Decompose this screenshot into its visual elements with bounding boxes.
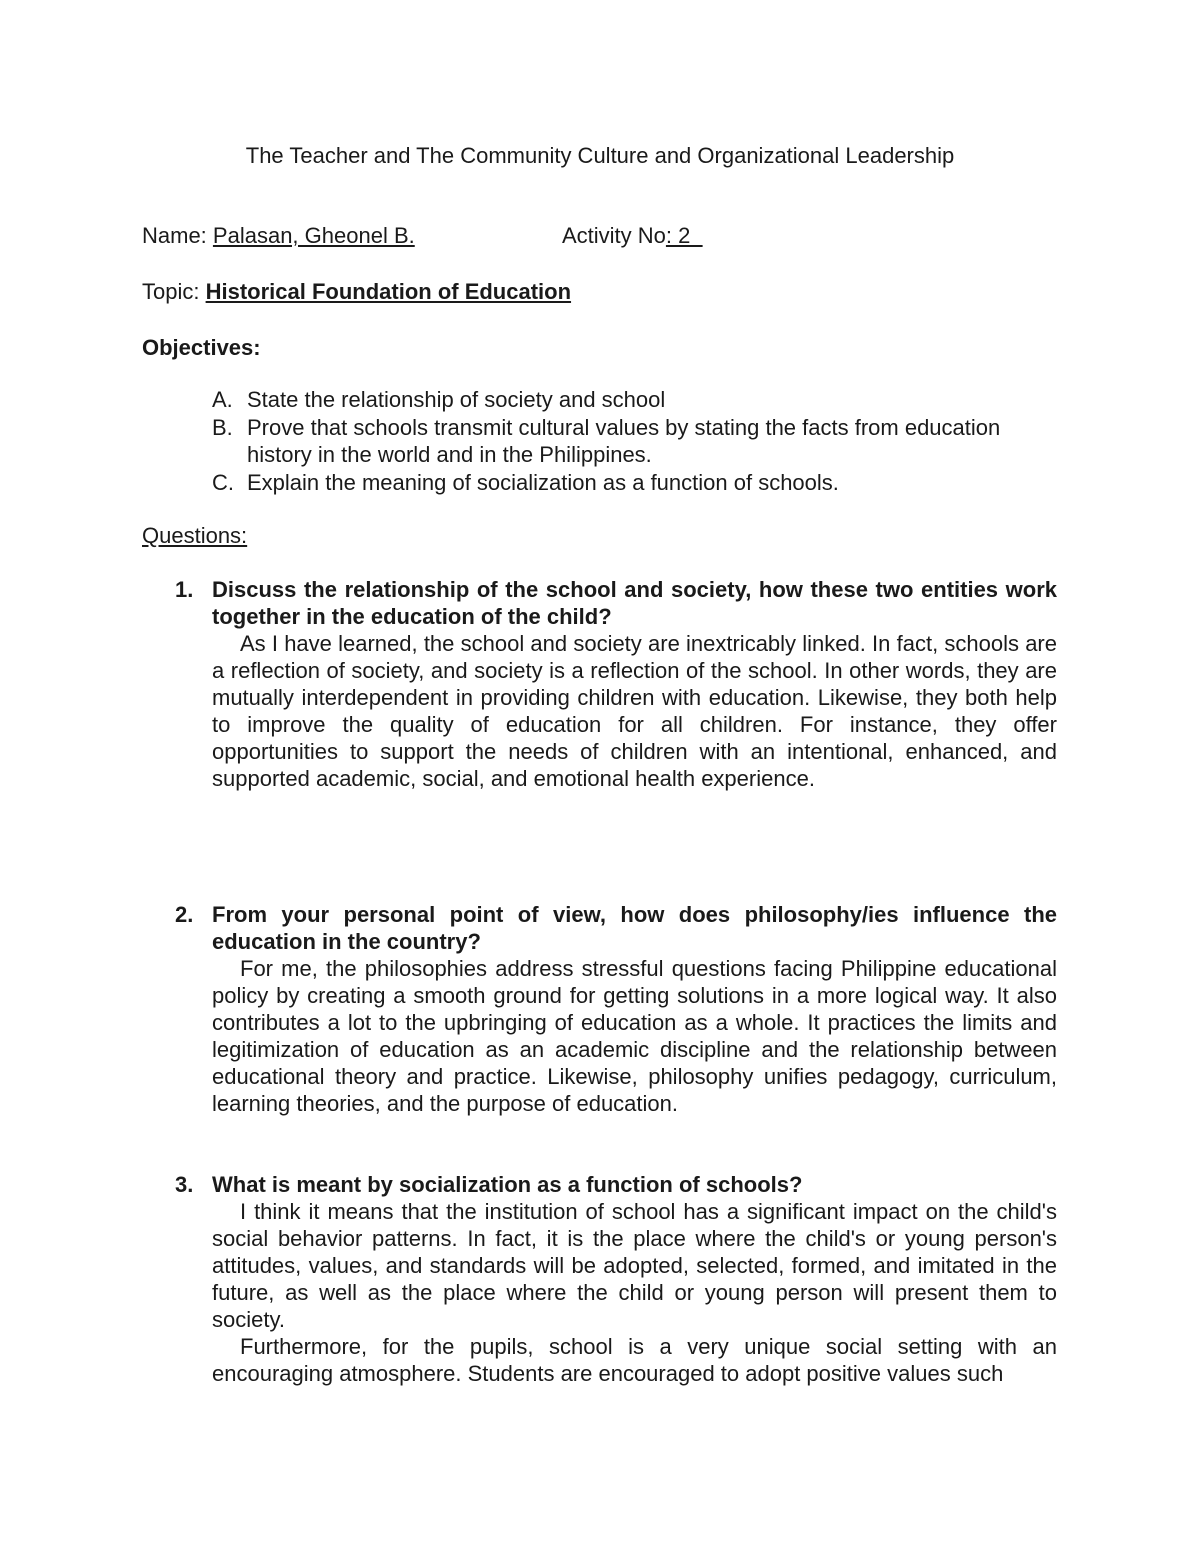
objective-letter: B. bbox=[212, 414, 233, 440]
objectives-list bbox=[212, 386, 1057, 496]
answer-paragraph: I think it means that the institution of school has a significant impact on the child's social behavior patterns. In fact, it is the place where the child's or young person's attitudes, values, and standards will be adopted, selected, formed, and imitated in the future, as well as the place where the child or young person will present them to society. bbox=[212, 1199, 1057, 1332]
answer-paragraph: For me, the philosophies address stressful questions facing Philippine educational policy by creating a smooth ground for getting solutions in a more logical way. It also contributes a lot to the upbringing of education as a whole. It practices the limits and legitimization of education as an academic discipline and the relationship between educational theory and practice. Likewise, philosophy unifies pedagogy, curriculum, learning theories, and the purpose of education. bbox=[212, 956, 1057, 1116]
answer-paragraph: As I have learned, the school and society are inextricably linked. In fact, schools are a reflection of society, and society is a reflection of the school. In other words, they are mutually interdependent in providing children with education. Likewise, they both help to improve the quality of education for all children. For instance, they offer opportunities to support the needs of children with an intentional, enhanced, and supported academic, social, and emotional health experience. bbox=[212, 631, 1057, 791]
question-text: From your personal point of view, how does philosophy/ies influence the education in the country? bbox=[212, 902, 1057, 954]
objective-text: Prove that schools transmit cultural values by stating the facts from education history in the world and in the Philippines. bbox=[247, 414, 1001, 467]
question-number: 1. bbox=[175, 577, 194, 602]
answer-paragraph: Furthermore, for the pupils, school is a very unique social setting with an encouraging atmosphere. Students are encouraged to adopt positive values such bbox=[212, 1334, 1057, 1386]
activity-label: Activity No bbox=[562, 223, 666, 248]
activity-line bbox=[562, 222, 703, 250]
questions-heading: Questions: bbox=[142, 523, 248, 548]
name-label: Name: bbox=[142, 223, 213, 248]
question-text: What is meant by socialization as a function of schools? bbox=[212, 1172, 803, 1197]
question-number: 3. bbox=[175, 1172, 194, 1197]
name-line bbox=[142, 222, 415, 250]
question-item bbox=[175, 1171, 1057, 1387]
question-item bbox=[175, 901, 1057, 1117]
objective-item bbox=[212, 469, 1057, 497]
question-text: Discuss the relationship of the school and society, how these two entities work together in the education of the child? bbox=[212, 577, 1057, 629]
objective-letter: C. bbox=[212, 469, 234, 495]
objective-text: State the relationship of society and school bbox=[247, 387, 666, 412]
objective-item bbox=[212, 414, 1057, 469]
objectives-heading: Objectives: bbox=[142, 335, 261, 360]
activity-value: : 2 bbox=[665, 223, 703, 248]
topic-value: Historical Foundation of Education bbox=[205, 279, 572, 304]
question-number: 2. bbox=[175, 902, 194, 927]
question-item bbox=[175, 576, 1057, 792]
topic-label: Topic: bbox=[142, 279, 206, 304]
name-value: Palasan, Gheonel B. bbox=[212, 223, 415, 248]
objective-letter: A. bbox=[212, 387, 233, 412]
objective-text: Explain the meaning of socialization as a function of schools. bbox=[247, 469, 839, 495]
objective-item bbox=[212, 386, 1057, 414]
topic-line bbox=[142, 278, 571, 306]
document-title: The Teacher and The Community Culture and Organizational Leadership bbox=[245, 143, 955, 168]
